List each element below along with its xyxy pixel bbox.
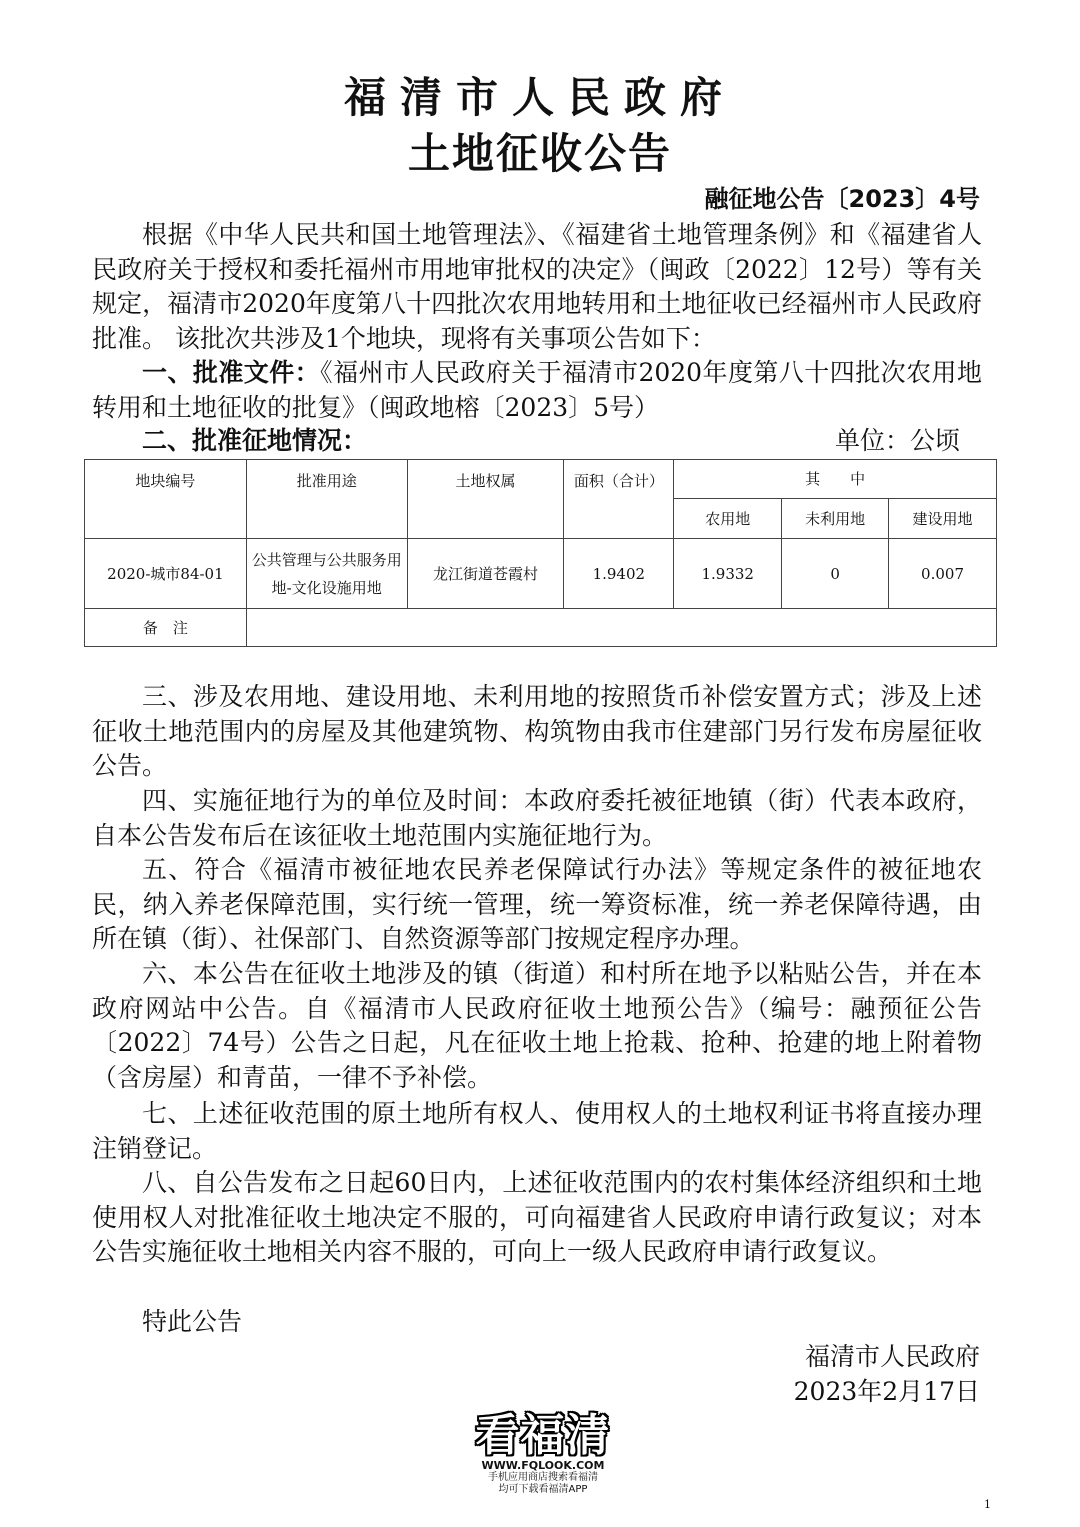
paragraph-6: 六、本公告在征收土地涉及的镇（街道）和村所在地予以粘贴公告，并在本政府网站中公告。自《福清市人民政府征收土地预公告》（编号：融预征公告〔2022〕74号）公告之日起，凡在征收土地上抢栽、抢种、抢建的地上附着物（含房屋）和青苗，一律不予补偿。 (92, 959, 982, 1092)
land-table (84, 459, 997, 647)
unit-label: 单位：公顷 (834, 426, 960, 455)
watermark-brand: 看福清 (475, 1410, 611, 1461)
header-construction: 建设用地 (889, 499, 997, 539)
title-notice: 土地征收公告 (407, 129, 672, 178)
cell-area-total: 1.9402 (564, 539, 674, 609)
closing-line: 特此公告 (142, 1307, 243, 1336)
section-1-label: 一、批准文件： (142, 358, 321, 387)
cell-farmland: 1.9332 (674, 539, 782, 609)
signature-issuer: 福清市人民政府 (804, 1342, 980, 1371)
document-number: 融征地公告〔2023〕4号 (704, 185, 980, 213)
signature-date: 2023年2月17日 (793, 1377, 980, 1406)
watermark-url: WWW.FQLOOK.COM (481, 1459, 605, 1472)
remarks-label: 备 注 (85, 609, 247, 647)
intro-paragraph: 根据《中华人民共和国土地管理法》、《福建省土地管理条例》和《福建省人民政府关于授权和委托福州市用地审批权的决定》（闽政〔2022〕12号）等有关规定，福清市2020年度第八十四批次农用地转用和土地征收已经福州市人民政府批准。 该批次共涉及1个地块，现将有关事项公告如下： (92, 220, 982, 353)
remarks-row (85, 609, 997, 647)
section-2-label: 二、批准征地情况： (142, 426, 368, 455)
paragraph-7: 七、上述征收范围的原土地所有权人、使用权人的土地权利证书将直接办理注销登记。 (92, 1099, 982, 1163)
header-of-which: 其 中 (674, 460, 997, 499)
paragraph-3: 三、涉及农用地、建设用地、未利用地的按照货币补偿安置方式；涉及上述征收土地范围内的房屋及其他建筑物、构筑物由我市住建部门另行发布房屋征收公告。 (92, 682, 982, 780)
paragraph-4: 四、实施征地行为的单位及时间：本政府委托被征地镇（街）代表本政府，自本公告发布后在该征收土地范围内实施征地行为。 (92, 786, 982, 850)
header-farmland: 农用地 (674, 499, 782, 539)
watermark-line-1: 手机应用商店搜索看福清 (488, 1472, 598, 1483)
page-number: 1 (984, 1498, 991, 1511)
cell-construction: 0.007 (889, 539, 997, 609)
watermark-line-2: 均可下载看福清APP (498, 1484, 588, 1495)
cell-ownership: 龙江街道苍霞村 (407, 539, 564, 609)
section-1-paragraph (92, 356, 982, 425)
watermark-logo (468, 1410, 618, 1496)
paragraph-8: 八、自公告发布之日起60日内，上述征收范围内的农村集体经济组织和土地使用权人对批准征收土地决定不服的，可向福建省人民政府申请行政复议；对本公告实施征收土地相关内容不服的，可向上一级人民政府申请行政复议。 (92, 1168, 982, 1266)
header-unused: 未利用地 (782, 499, 889, 539)
title-issuer: 福清市人民政府 (343, 73, 736, 122)
cell-parcel-id: 2020-城市84-01 (85, 539, 247, 609)
section-1-text: 《福州市人民政府关于福清市2020年度第八十四批次农用地转用和土地征收的批复》（闽政地榕〔2023〕5号） (92, 358, 982, 422)
header-parcel-id: 地块编号 (85, 460, 247, 539)
paragraph-5: 五、符合《福清市被征地农民养老保障试行办法》等规定条件的被征地农民，纳入养老保障范围，实行统一管理，统一筹资标准，统一养老保障待遇，由所在镇（街）、社保部门、自然资源等部门按规定程序办理。 (92, 855, 982, 953)
table-row (85, 539, 997, 609)
cell-unused: 0 (782, 539, 889, 609)
remarks-value (246, 609, 996, 647)
header-ownership: 土地权属 (407, 460, 564, 539)
header-approved-use: 批准用途 (246, 460, 407, 539)
cell-approved-use: 公共管理与公共服务用地-文化设施用地 (246, 539, 407, 609)
header-area-total: 面积（合计） (564, 460, 674, 539)
